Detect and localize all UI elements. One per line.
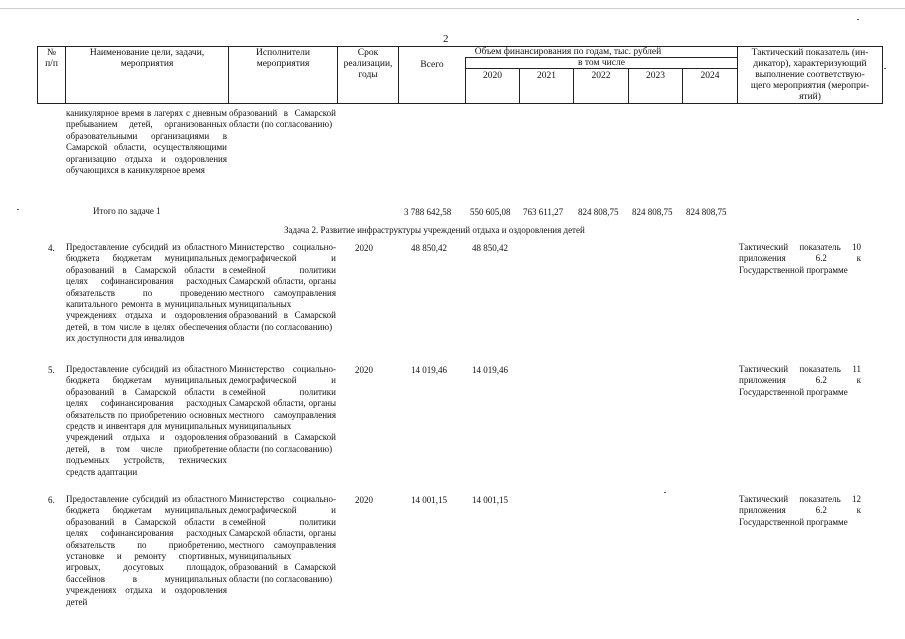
header-year-2024: 2024 xyxy=(700,71,720,81)
header-col-indicator: Тактический показатель (ин- дикатор), характеризующий выполнение соответствую- щего мероприятия (меропри- ятий) xyxy=(750,48,870,102)
header-col-total: Всего xyxy=(420,60,444,70)
header-bottom-border xyxy=(37,103,882,104)
row-2020: 48 850,42 xyxy=(472,243,508,253)
row-indicator: Тактический показатель 12 приложения 6.2 к Государственной программе xyxy=(739,494,861,527)
subtotal-label: Итого по задаче 1 xyxy=(93,206,161,216)
subtotal-2023: 824 808,75 xyxy=(632,207,673,217)
header-col-including: в том числе xyxy=(578,58,625,68)
row-number: 5. xyxy=(48,365,55,375)
subtotal-total: 3 788 642,58 xyxy=(404,207,452,217)
page-number: 2 xyxy=(443,33,449,45)
row-executors: Министерство социально-демографической и семейной политики Самарской области, органы местного самоуправления муниципальных образований в Самарской области (по согласованию) xyxy=(229,494,336,584)
subtotal-2021: 763 611,27 xyxy=(523,207,564,217)
cont-name: каникулярное время в лагерях с дневным пребыванием детей, организованных образовательными организациями в Самарской области, осуществляющими организацию отдыха и оздоровления обучающихся в каникулярное время xyxy=(66,108,227,176)
task-2-title: Задача 2. Развитие инфраструктуры учреждений отдыха и оздоровления детей xyxy=(284,225,585,235)
row-term: 2020 xyxy=(355,365,373,375)
subtotal-2024: 824 808,75 xyxy=(686,207,727,217)
row-indicator: Тактический показатель 11 приложения 6.2 к Государственной программе xyxy=(739,364,861,397)
row-total: 48 850,42 xyxy=(411,243,447,253)
scan-speck xyxy=(884,68,886,69)
header-year-2023: 2023 xyxy=(646,71,665,81)
row-number: 6. xyxy=(48,495,55,505)
row-name: Предоставление субсидий из областного бюджета бюджетам муниципальных образований в Самарской области в целях софинансирования расходных обязательств по проведению капитального ремонта в муниципальных учреждениях отдыха и оздоровления детей, в том числе в целях обеспечения их доступности для инвалидов xyxy=(66,242,227,344)
row-name: Предоставление субсидий из областного бюджета бюджетам муниципальных образований в Самарской области в целях софинансирования расходных обязательств по приобретению, установке и ремонту спортивных, игровых, досуговых площадок, бассейнов в муниципальных учреждениях отдыха и оздоровления детей xyxy=(66,494,227,607)
row-2020: 14 001,15 xyxy=(472,495,508,505)
header-col-executors: Исполнители мероприятия xyxy=(256,48,310,69)
row-total: 14 019,46 xyxy=(411,365,447,375)
header-year-2020: 2020 xyxy=(483,71,502,81)
header-col-name: Наименование цели, задачи, мероприятия xyxy=(89,48,205,69)
row-executors: Министерство социально-демографической и семейной политики Самарской области, органы местного самоуправления муниципальных образований в Самарской области (по согласованию) xyxy=(229,364,336,454)
row-indicator: Тактический показатель 10 приложения 6.2 к Государственной программе xyxy=(739,242,861,275)
scan-speck xyxy=(857,19,859,20)
row-name: Предоставление субсидий из областного бюджета бюджетам муниципальных образований в Самарской области в целях софинансирования расходных обязательств по приобретению основных средств и инвентаря для муниципальных учреждений отдыха и оздоровления детей, в том числе приобретение подъемных устройств, технических средств адаптации xyxy=(66,364,227,477)
scan-edge-line xyxy=(0,8,905,9)
scan-speck xyxy=(17,209,19,210)
header-col-number: № п/п xyxy=(45,48,58,69)
row-total: 14 001,15 xyxy=(411,495,447,505)
cont-executors: образований в Самарской области (по согласованию) xyxy=(229,108,336,130)
header-col-finance: Объем финансирования по годам, тыс. рублей xyxy=(474,47,662,57)
header-year-2021: 2021 xyxy=(537,71,556,81)
row-executors: Министерство социально-демографической и семейной политики Самарской области, органы местного самоуправления муниципальных образований в Самарской области (по согласованию) xyxy=(229,242,336,332)
row-term: 2020 xyxy=(355,495,373,505)
header-year-2022: 2022 xyxy=(591,71,611,81)
header-col-term: Срок реализации, годы xyxy=(343,48,393,80)
scan-speck xyxy=(664,492,666,493)
row-number: 4. xyxy=(48,243,55,253)
col-border xyxy=(882,46,883,104)
row-2020: 14 019,46 xyxy=(472,365,508,375)
subtotal-2022: 824 808,75 xyxy=(578,207,619,217)
row-term: 2020 xyxy=(355,243,373,253)
subtotal-2020: 550 605,08 xyxy=(470,207,511,217)
